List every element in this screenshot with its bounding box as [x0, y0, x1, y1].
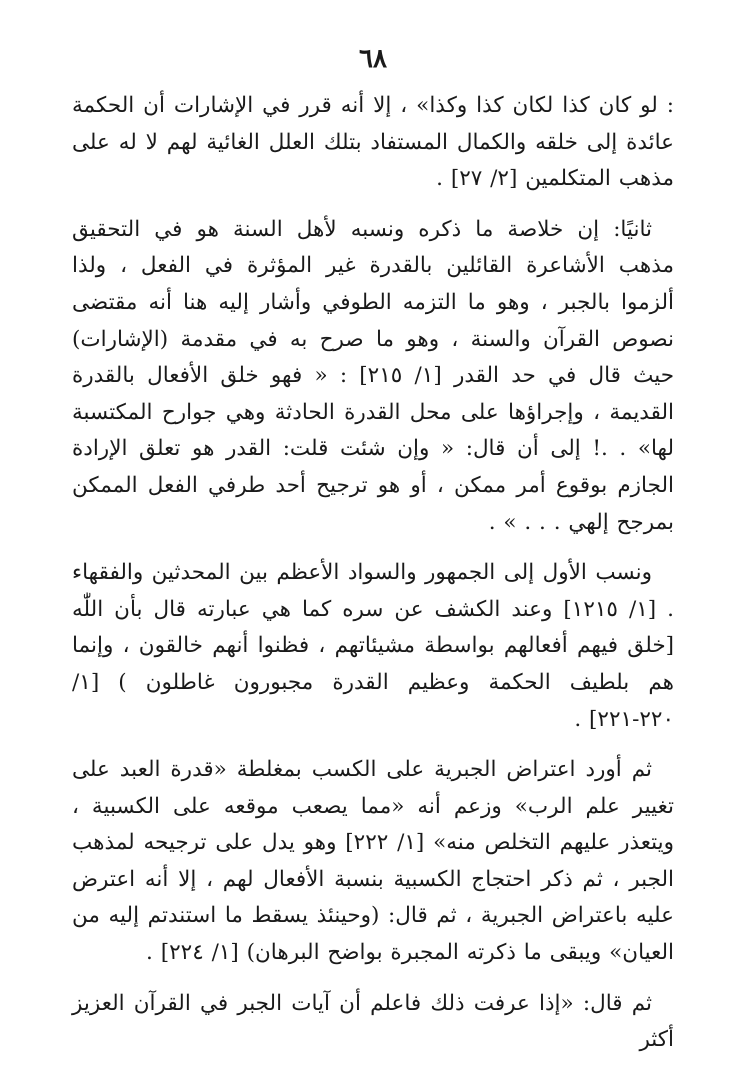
page-number: ٦٨: [359, 44, 387, 74]
paragraph-4: ثم أورد اعتراض الجبرية على الكسب بمغلطة «قدرة العبد على تغيير علم الرب» وزعم أنه «مما يصعب موقعه على الكسبية ، ويتعذر عليهم التخلص منه» [١/ ٢٢٢] وهو يدل على ترجيحه لمذهب الجبر ، ثم ذكر احتجاج الكسبية بنسبة الأفعال لهم ، إلا أنه اعترض عليه باعتراض الجبرية ، ثم قال: (وحينئذ يسقط ما استندتم إليه من العيان» ويبقى ما ذكرته المجبرة بواضح البرهان) [١/ ٢٢٤] .: [72, 757, 674, 966]
paragraph-3: ونسب الأول إلى الجمهور والسواد الأعظم بين المحدثين والفقهاء . [١/ ١٢١٥] وعند الكشف عن سره كما هي عبارته قال بأن اللّٰه [خلق فيهم أفعالهم بواسطة مشيئاتهم ، فظنوا أنهم خالقون ، وإنما هم بلطيف الحكمة وعظيم القدرة مجبورون غاطلون ) [١/ ٢٢٠-٢٢١] .: [72, 560, 675, 732]
paragraph-5: ثم قال: «إذا عرفت ذلك فاعلم أن آيات الجبر في القرآن العزيز أكثر: [72, 990, 674, 1053]
paragraph-2: ثانيًا: إن خلاصة ما ذكره ونسبه لأهل السنة هو في التحقيق مذهب الأشاعرة القائلين بالقدرة غير المؤثرة في الفعل ، ولذا ألزموا بالجبر ، وهو ما التزمه الطوفي وأشار إليه هنا أنه مقتضى نصوص القرآن والسنة ، وهو ما صرح به في مقدمة (الإشارات) حيث قال في حد القدر [١/ ٢١٥] : « فهو خلق الأفعال بالقدرة القديمة ، وإجراؤها على محل القدرة الحادثة وهي جوارح المكتسبة لها» . .! إلى أن قال: « وإن شئت قلت: القدر هو تعلق الإرادة الجازم بوقوع أمر ممكن ، أو هو ترجيح أحد طرفي الفعل الممكن بمرجح إلهي . . . » .: [72, 216, 675, 535]
paragraph-1: : لو كان كذا لكان كذا وكذا» ، إلا أنه قرر في الإشارات أن الحكمة عائدة إلى خلقه والكمال المستفاد بتلك العلل الغائية لهم لا له على مذهب المتكلمين [٢/ ٢٧] .: [72, 93, 674, 192]
